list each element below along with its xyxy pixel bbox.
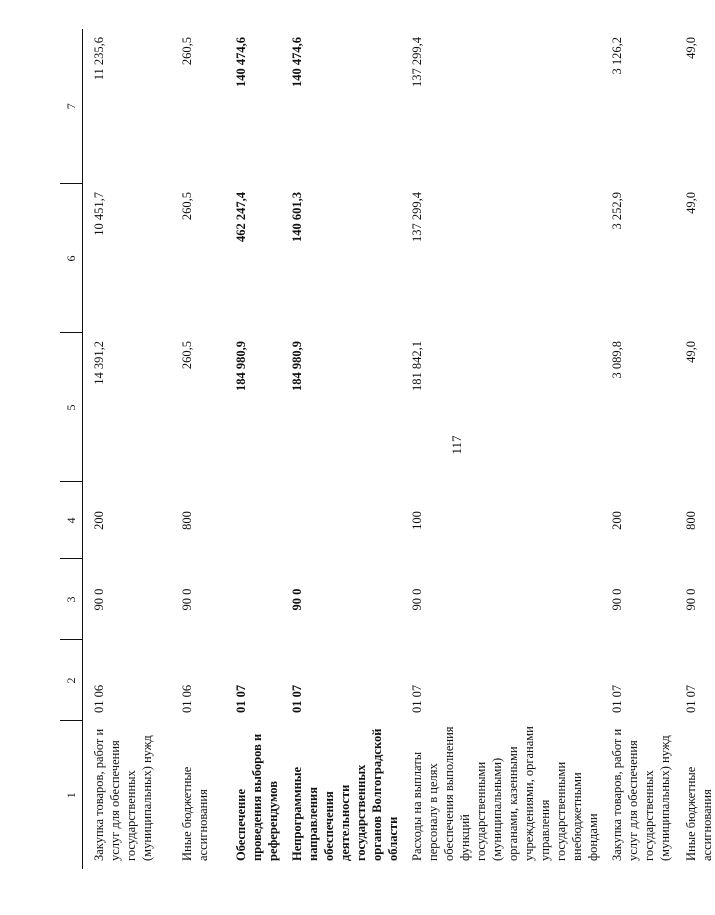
row-value-6: 49,0 (683, 192, 698, 214)
row-type: 100 (409, 511, 424, 530)
header-row (60, 29, 83, 869)
row-value-5: 184 980,9 (233, 341, 248, 391)
row-value-5: 184 980,9 (289, 341, 304, 391)
row-value-6: 3 252,9 (609, 192, 624, 230)
column-header: 2 (60, 640, 83, 721)
budget-table (60, 29, 715, 869)
row-value-7: 49,0 (683, 37, 698, 59)
row-type (225, 482, 281, 559)
row-target (225, 559, 281, 640)
row-value-7: 11 235,6 (92, 37, 106, 81)
row-value-7: 137 299,4 (409, 37, 424, 87)
column-header: 7 (60, 29, 83, 184)
row-section: 01 07 (289, 684, 304, 713)
table-row (401, 29, 601, 869)
row-value-7: 260,5 (179, 37, 194, 66)
row-value-6: 260,5 (179, 192, 194, 221)
column-header: 5 (60, 333, 83, 482)
row-name: Расходы на выплаты персоналу в целях обеспечения выполнения функций государственными (муниципальными) органами, казенными учреждениями, органами управления государственными внебюджетными фондами (409, 726, 600, 861)
row-target: 90 0 (683, 588, 698, 611)
column-header: 3 (60, 559, 83, 640)
row-type: 200 (609, 511, 624, 530)
column-header: 6 (60, 184, 83, 333)
row-section: 01 07 (609, 684, 624, 713)
row-value-5: 14 391,2 (92, 341, 106, 385)
table-row (225, 29, 281, 869)
row-type: 200 (92, 511, 106, 530)
row-name: Иные бюджетные ассигнования (683, 766, 714, 861)
row-value-5: 49,0 (683, 341, 698, 363)
row-value-7: 3 126,2 (609, 37, 624, 75)
column-header: 4 (60, 482, 83, 559)
row-value-5: 181 842,1 (409, 341, 424, 391)
row-section: 01 07 (233, 684, 248, 713)
row-value-5: 260,5 (179, 341, 194, 370)
row-value-7: 140 474,6 (289, 37, 304, 87)
row-value-5: 3 089,8 (609, 341, 624, 379)
row-section: 01 07 (683, 684, 698, 713)
row-section: 01 06 (92, 684, 106, 713)
row-type: 800 (179, 511, 194, 530)
row-value-6: 137 299,4 (409, 192, 424, 242)
table-row (171, 29, 225, 869)
table-row (83, 29, 171, 869)
row-type: 800 (683, 511, 698, 530)
row-section: 01 06 (179, 684, 194, 713)
table-row (675, 29, 715, 869)
row-section: 01 07 (409, 684, 424, 713)
row-target: 90 0 (289, 588, 304, 611)
row-target: 90 0 (609, 588, 624, 611)
row-name: Обеспечение проведения выборов и референдумов (233, 733, 280, 861)
row-name: Закупка товаров, работ и услуг для обеспечения государственных (муниципальных) нужд (609, 728, 672, 861)
row-value-6: 140 601,3 (289, 192, 304, 242)
row-name: Иные бюджетные ассигнования (179, 766, 210, 861)
row-value-6: 462 247,4 (233, 192, 248, 242)
table-row (281, 29, 401, 869)
column-header: 1 (60, 721, 83, 869)
row-target: 90 0 (92, 588, 106, 611)
row-name: Непрограммные направления обеспечения деятельности государственных органов Волгоградской области (289, 728, 400, 861)
row-type (281, 482, 401, 559)
row-value-6: 10 451,7 (92, 192, 106, 236)
row-target: 90 0 (179, 588, 194, 611)
table-row (601, 29, 675, 869)
row-target: 90 0 (409, 588, 424, 611)
page-number: 117 (449, 435, 464, 455)
row-value-7: 140 474,6 (233, 37, 248, 87)
row-name: Закупка товаров, работ и услуг для обеспечения государственных (муниципальных) нужд (92, 728, 154, 861)
